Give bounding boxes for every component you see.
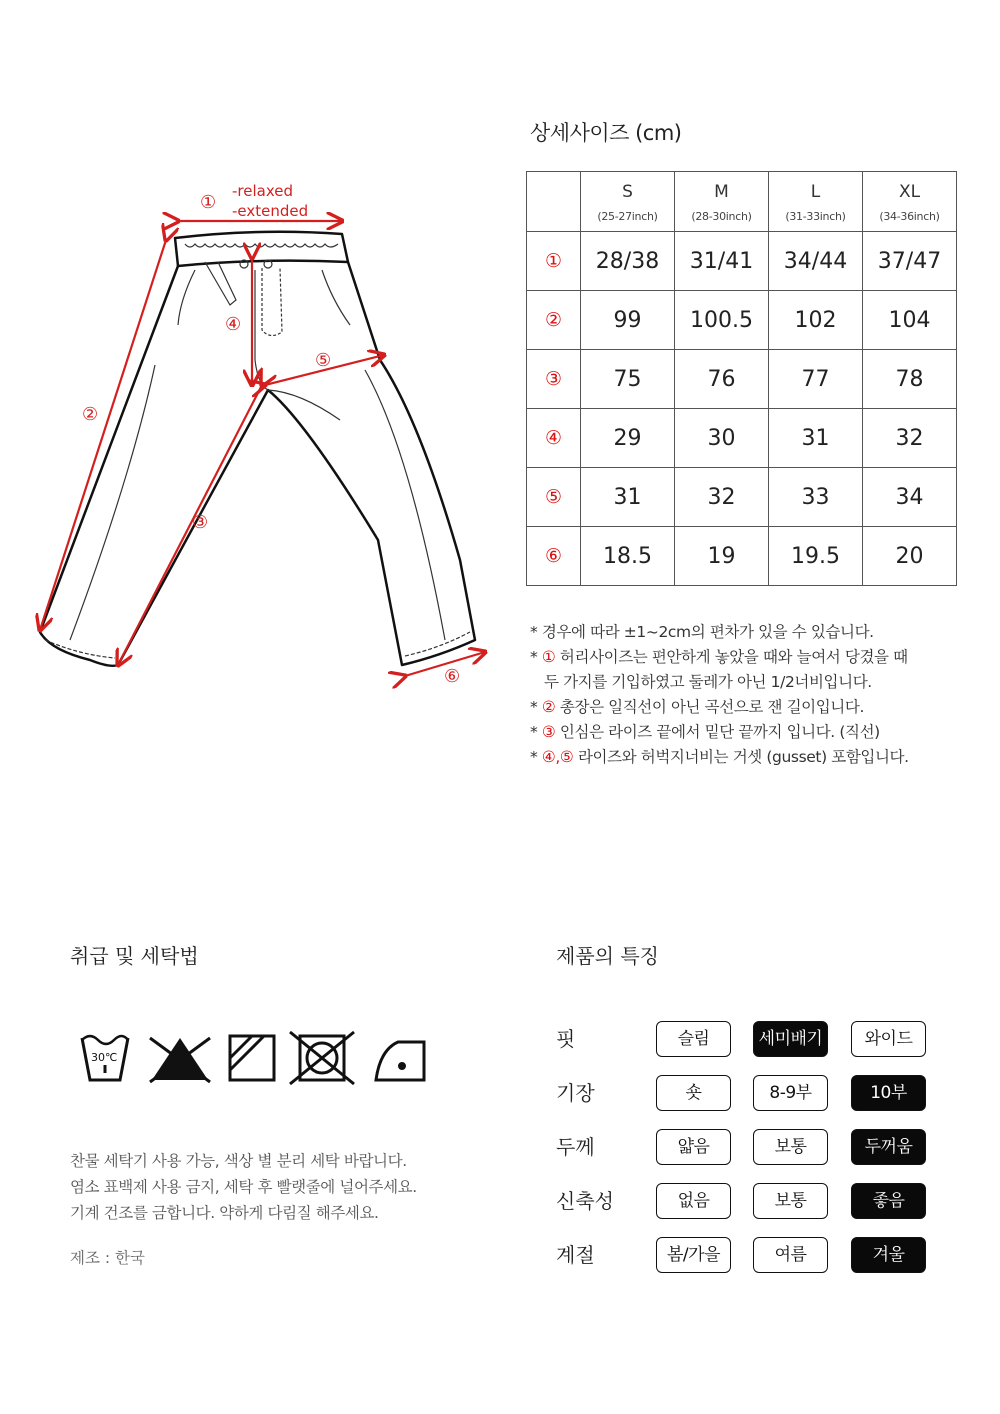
table-row <box>527 232 957 291</box>
care-instructions <box>70 1148 417 1226</box>
drawstring <box>205 262 236 305</box>
table-cell: 37/47 <box>863 232 957 291</box>
table-cell: 28/38 <box>581 232 675 291</box>
table-cell: 99 <box>581 291 675 350</box>
size-notes <box>530 620 980 770</box>
feature-label: 핏 <box>556 1027 576 1051</box>
table-row <box>527 409 957 468</box>
right-leg-panel <box>365 370 445 640</box>
feature-label: 기장 <box>556 1081 595 1105</box>
table-cell: 30 <box>675 409 769 468</box>
no-bleach-icon <box>150 1038 210 1082</box>
fly-stitch <box>262 268 282 336</box>
table-cell: 77 <box>769 350 863 409</box>
note-line: * 경우에 따라 ±1~2cm의 편차가 있을 수 있습니다. <box>530 623 874 641</box>
size-table <box>526 171 957 586</box>
svg-text:30℃: 30℃ <box>91 1051 118 1064</box>
row-label: ⑥ <box>527 527 581 586</box>
hem-label: ⑥ <box>444 666 461 687</box>
table-cell: 76 <box>675 350 769 409</box>
table-cell: 78 <box>863 350 957 409</box>
table-cell: 104 <box>863 291 957 350</box>
chip-slim: 슬림 <box>656 1021 731 1057</box>
chip-good: 좋음 <box>851 1183 926 1219</box>
thigh-label: ⑤ <box>315 350 332 371</box>
waistband <box>175 232 348 266</box>
table-row <box>527 468 957 527</box>
inseam-label: ③ <box>192 512 209 533</box>
table-cell: 32 <box>863 409 957 468</box>
shade-dry-icon <box>230 1036 274 1080</box>
length-label: ② <box>82 404 99 425</box>
care-line: 기계 건조를 금합니다. 약하게 다림질 해주세요. <box>70 1204 379 1222</box>
no-tumble-dry-icon <box>290 1032 354 1084</box>
care-icons <box>80 1028 440 1088</box>
chip-summer: 여름 <box>753 1237 828 1273</box>
size-header-l: L (31-33inch) <box>769 172 863 232</box>
row-label: ⑤ <box>527 468 581 527</box>
chip-thick: 두꺼움 <box>851 1129 926 1165</box>
left-hem-stitch <box>45 640 115 658</box>
right-hem-stitch <box>405 632 470 656</box>
pants-measurement-diagram <box>30 170 500 700</box>
length-measure-arrow <box>40 240 166 630</box>
care-title: 취급 및 세탁법 <box>70 944 199 968</box>
row-label: ② <box>527 291 581 350</box>
table-cell: 29 <box>581 409 675 468</box>
corner-cell <box>527 172 581 232</box>
note-line: 두 가지를 기입하였고 둘레가 아닌 1/2너비입니다. <box>544 673 872 691</box>
made-in: 제조 : 한국 <box>70 1249 145 1267</box>
table-cell: 19 <box>675 527 769 586</box>
size-chart-title: 상세사이즈 (cm) <box>530 121 682 145</box>
chip-short: 숏 <box>656 1075 731 1111</box>
chip-spring-fall: 봄/가을 <box>656 1237 731 1273</box>
table-cell: 31/41 <box>675 232 769 291</box>
table-cell: 33 <box>769 468 863 527</box>
chip-semi-baggy: 세미배기 <box>753 1021 828 1057</box>
chip-wide: 와이드 <box>851 1021 926 1057</box>
row-label: ④ <box>527 409 581 468</box>
chip-cropped: 8-9부 <box>753 1075 828 1111</box>
table-cell: 34 <box>863 468 957 527</box>
table-cell: 32 <box>675 468 769 527</box>
table-cell: 31 <box>769 409 863 468</box>
feature-label: 두께 <box>556 1135 595 1159</box>
table-row <box>527 291 957 350</box>
care-line: 염소 표백제 사용 금지, 세탁 후 빨랫줄에 널어주세요. <box>70 1178 417 1196</box>
waist-label: ① <box>200 192 217 213</box>
table-row <box>527 350 957 409</box>
wash-30-icon <box>82 1036 128 1080</box>
table-cell: 102 <box>769 291 863 350</box>
features-title: 제품의 특징 <box>556 944 659 968</box>
gusset-seam <box>268 390 340 420</box>
table-cell: 31 <box>581 468 675 527</box>
chip-winter: 겨울 <box>851 1237 926 1273</box>
note-line: * ② 총장은 일직선이 아닌 곡선으로 잰 길이입니다. <box>530 698 864 716</box>
chip-normal: 보통 <box>753 1129 828 1165</box>
table-cell: 20 <box>863 527 957 586</box>
size-header-xl: XL (34-36inch) <box>863 172 957 232</box>
table-cell: 100.5 <box>675 291 769 350</box>
note-line: * ③ 인심은 라이즈 끝에서 밑단 끝까지 입니다. (직선) <box>530 723 880 741</box>
rise-label: ④ <box>225 314 242 335</box>
size-header-m: M (28-30inch) <box>675 172 769 232</box>
chip-thin: 얇음 <box>656 1129 731 1165</box>
extended-label: -extended <box>232 202 309 220</box>
table-cell: 75 <box>581 350 675 409</box>
waistband-elastic <box>185 244 338 247</box>
table-cell: 34/44 <box>769 232 863 291</box>
chip-full-length: 10부 <box>851 1075 926 1111</box>
table-cell: 18.5 <box>581 527 675 586</box>
feature-label: 계절 <box>556 1243 595 1267</box>
chip-normal: 보통 <box>753 1183 828 1219</box>
table-cell: 19.5 <box>769 527 863 586</box>
note-line: * ④,⑤ 라이즈와 허벅지너비는 거셋 (gusset) 포함입니다. <box>530 748 909 766</box>
pants-outline <box>40 262 475 666</box>
table-row <box>527 527 957 586</box>
relaxed-label: -relaxed <box>232 182 294 200</box>
size-header-s: S (25-27inch) <box>581 172 675 232</box>
right-pocket <box>322 270 350 325</box>
note-line: * ① 허리사이즈는 편안하게 놓았을 때와 늘여서 당겼을 때 <box>530 648 908 666</box>
chip-none: 없음 <box>656 1183 731 1219</box>
left-pocket <box>178 270 195 325</box>
row-label: ③ <box>527 350 581 409</box>
feature-label: 신축성 <box>556 1189 614 1213</box>
row-label: ① <box>527 232 581 291</box>
iron-low-icon <box>376 1042 424 1080</box>
care-line: 찬물 세탁기 사용 가능, 색상 별 분리 세탁 바랍니다. <box>70 1152 407 1170</box>
size-header-row <box>527 172 957 232</box>
